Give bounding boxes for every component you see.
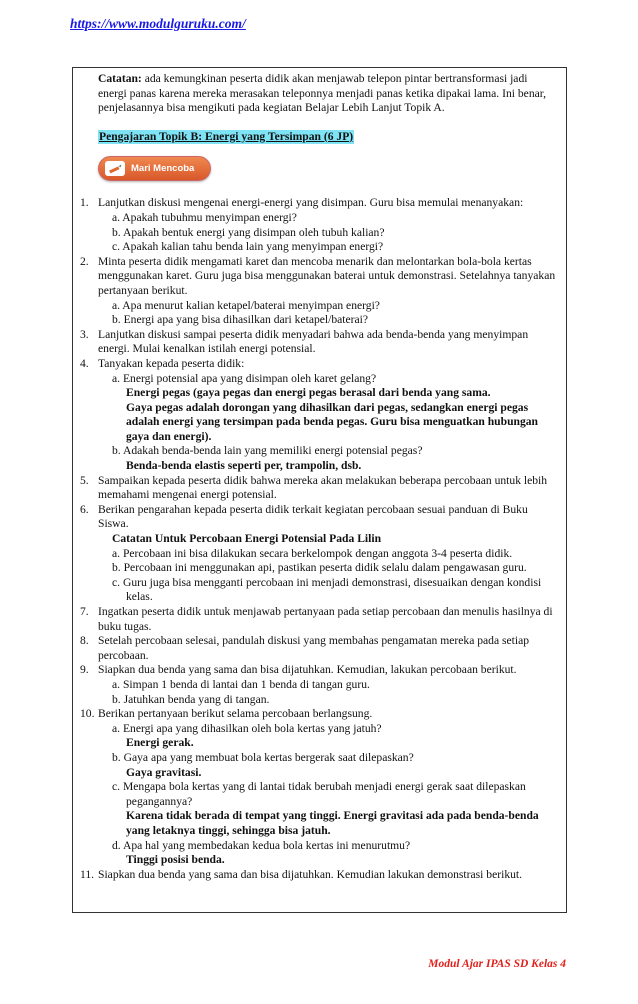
item-text: Ingatkan peserta didik untuk menjawab pertanyaan pada setiap percobaan dan menulis hasilnya di buku tugas. [98, 605, 553, 633]
item-number: 11. [80, 867, 95, 881]
mari-mencoba-label: Mari Mencoba [131, 162, 195, 174]
item-text: Setelah percobaan selesai, pandulah diskusi yang membahas pengamatan mereka pada setiap percobaan. [98, 634, 530, 662]
list-item [80, 634, 556, 663]
list-item [80, 868, 556, 883]
sub-item: b. Gaya apa yang membuat bola kertas bergerak saat dilepaskan? [112, 750, 414, 764]
list-item [80, 328, 556, 357]
sub-item: b. Apakah bentuk energi yang disimpan oleh tubuh kalian? [112, 225, 385, 239]
item-text: Siapkan dua benda yang sama dan bisa dijatuhkan. Kemudian lakukan demonstrasi berikut. [98, 867, 523, 881]
sub-item: b. Percobaan ini menggunakan api, pastikan peserta didik selalu dalam pengawasan guru. [112, 561, 527, 575]
answer-text: Karena tidak berada di tempat yang tinggi. Energi gravitasi ada pada benda-benda yang letaknya tinggi, sehingga bisa jatuh. [126, 809, 539, 837]
sub-item: c. Mengapa bola kertas yang di lantai tidak berubah menjadi energi gerak saat dilepaskan pegangannya? [112, 780, 526, 808]
answer-text: Energi pegas (gaya pegas dan energi pegas berasal dari benda yang sama. [126, 386, 491, 400]
item-text: Berikan pertanyaan berikut selama percobaan berlangsung. [98, 707, 373, 721]
answer-text: Tinggi posisi benda. [126, 853, 225, 867]
experiment-note-heading: Catatan Untuk Percobaan Energi Potensial Pada Lilin [112, 532, 382, 546]
sub-item: b. Adakah benda-benda lain yang memiliki energi potensial pegas? [112, 444, 423, 458]
list-item [80, 357, 556, 474]
note-paragraph [98, 72, 556, 116]
sub-item: b. Jatuhkan benda yang di tangan. [112, 692, 270, 706]
footer-text: Modul Ajar IPAS SD Kelas 4 [428, 958, 566, 970]
item-number: 1. [80, 196, 89, 210]
item-number: 3. [80, 327, 89, 341]
item-text: Siapkan dua benda yang sama dan bisa dijatuhkan. Kemudian, lakukan percobaan berikut. [98, 663, 517, 677]
item-number: 5. [80, 473, 89, 487]
sub-item: a. Energi apa yang dihasilkan oleh bola kertas yang jatuh? [112, 721, 382, 735]
sub-item: c. Apakah kalian tahu benda lain yang menyimpan energi? [112, 240, 384, 254]
sub-item: b. Energi apa yang bisa dihasilkan dari ketapel/baterai? [112, 313, 369, 327]
answer-text: Benda-benda elastis seperti per, trampolin, dsb. [126, 459, 362, 473]
lesson-content [80, 72, 556, 882]
topic-heading: Pengajaran Topik B: Energi yang Tersimpan (6 JP) [99, 129, 354, 143]
header-url-link[interactable]: https://www.modulguruku.com/ [70, 16, 246, 31]
item-text: Berikan pengarahan kepada peserta didik terkait kegiatan percobaan sesuai panduan di Buku Siswa. [98, 502, 528, 531]
item-number: 10. [80, 707, 95, 721]
list-item [80, 707, 556, 868]
mari-mencoba-button[interactable] [98, 156, 211, 181]
item-number: 9. [80, 663, 89, 677]
item-number: 2. [80, 254, 89, 268]
answer-text: Gaya gravitasi. [126, 765, 202, 779]
sub-item: a. Apakah tubuhmu menyimpan energi? [112, 210, 297, 224]
item-number: 4. [80, 356, 89, 370]
sub-item: a. Apa menurut kalian ketapel/baterai menyimpan energi? [112, 298, 380, 312]
item-text: Minta peserta didik mengamati karet dan mencoba menarik dan melontarkan bola-bola kertas menggunakan karet. Guru juga bisa menggunakan baterai untuk demonstrasi. Setelahnya tanyakan pertanyaan berikut. [98, 254, 556, 297]
list-item [80, 663, 556, 707]
item-number: 7. [80, 605, 89, 618]
note-text: ada kemungkinan peserta didik akan menjawab telepon pintar bertransformasi jadi energi panas karena mereka merasakan teleponnya menjadi panas ketika dipakai lama. Ini benar, penjelasannya bisa mengikuti pada kegiatan Belajar Lebih Lanjut Topik A. [98, 72, 547, 115]
note-label: Catatan: [98, 72, 142, 85]
activity-list [80, 196, 556, 882]
item-number: 6. [80, 502, 89, 516]
sub-item: c. Guru juga bisa mengganti percobaan ini menjadi demonstrasi, disesuaikan dengan kondisi kelas. [112, 575, 542, 604]
item-text: Lanjutkan diskusi mengenai energi-energi yang disimpan. Guru bisa memulai menanyakan: [98, 196, 524, 210]
answer-text: Energi gerak. [126, 736, 194, 750]
list-item [80, 255, 556, 328]
item-number: 8. [80, 634, 89, 648]
item-text: Sampaikan kepada peserta didik bahwa mereka akan melakukan beberapa percobaan untuk lebih memahami mengenai energi potensial. [98, 473, 548, 502]
item-text: Tanyakan kepada peserta didik: [98, 356, 245, 370]
pencil-icon [105, 161, 125, 176]
list-item [80, 503, 556, 605]
list-item [80, 474, 556, 503]
item-text: Lanjutkan diskusi sampai peserta didik menyadari bahwa ada benda-benda yang menyimpan energi. Mulai kenalkan istilah energi potensial. [98, 327, 529, 356]
sub-item: a. Percobaan ini bisa dilakukan secara berkelompok dengan anggota 3-4 peserta didik. [112, 546, 513, 560]
list-item [80, 605, 556, 634]
sub-item: d. Apa hal yang membedakan kedua bola kertas ini menurutmu? [112, 838, 411, 852]
answer-text: Gaya pegas adalah dorongan yang dihasilkan dari pegas, sedangkan energi pegas adalah energi yang tersimpan pada benda pegas. Guru bisa menguatkan hubungan gaya dan energi). [126, 400, 539, 443]
sub-item: a. Energi potensial apa yang disimpan oleh karet gelang? [112, 371, 377, 385]
list-item [80, 196, 556, 254]
sub-item: a. Simpan 1 benda di lantai dan 1 benda di tangan guru. [112, 677, 370, 691]
